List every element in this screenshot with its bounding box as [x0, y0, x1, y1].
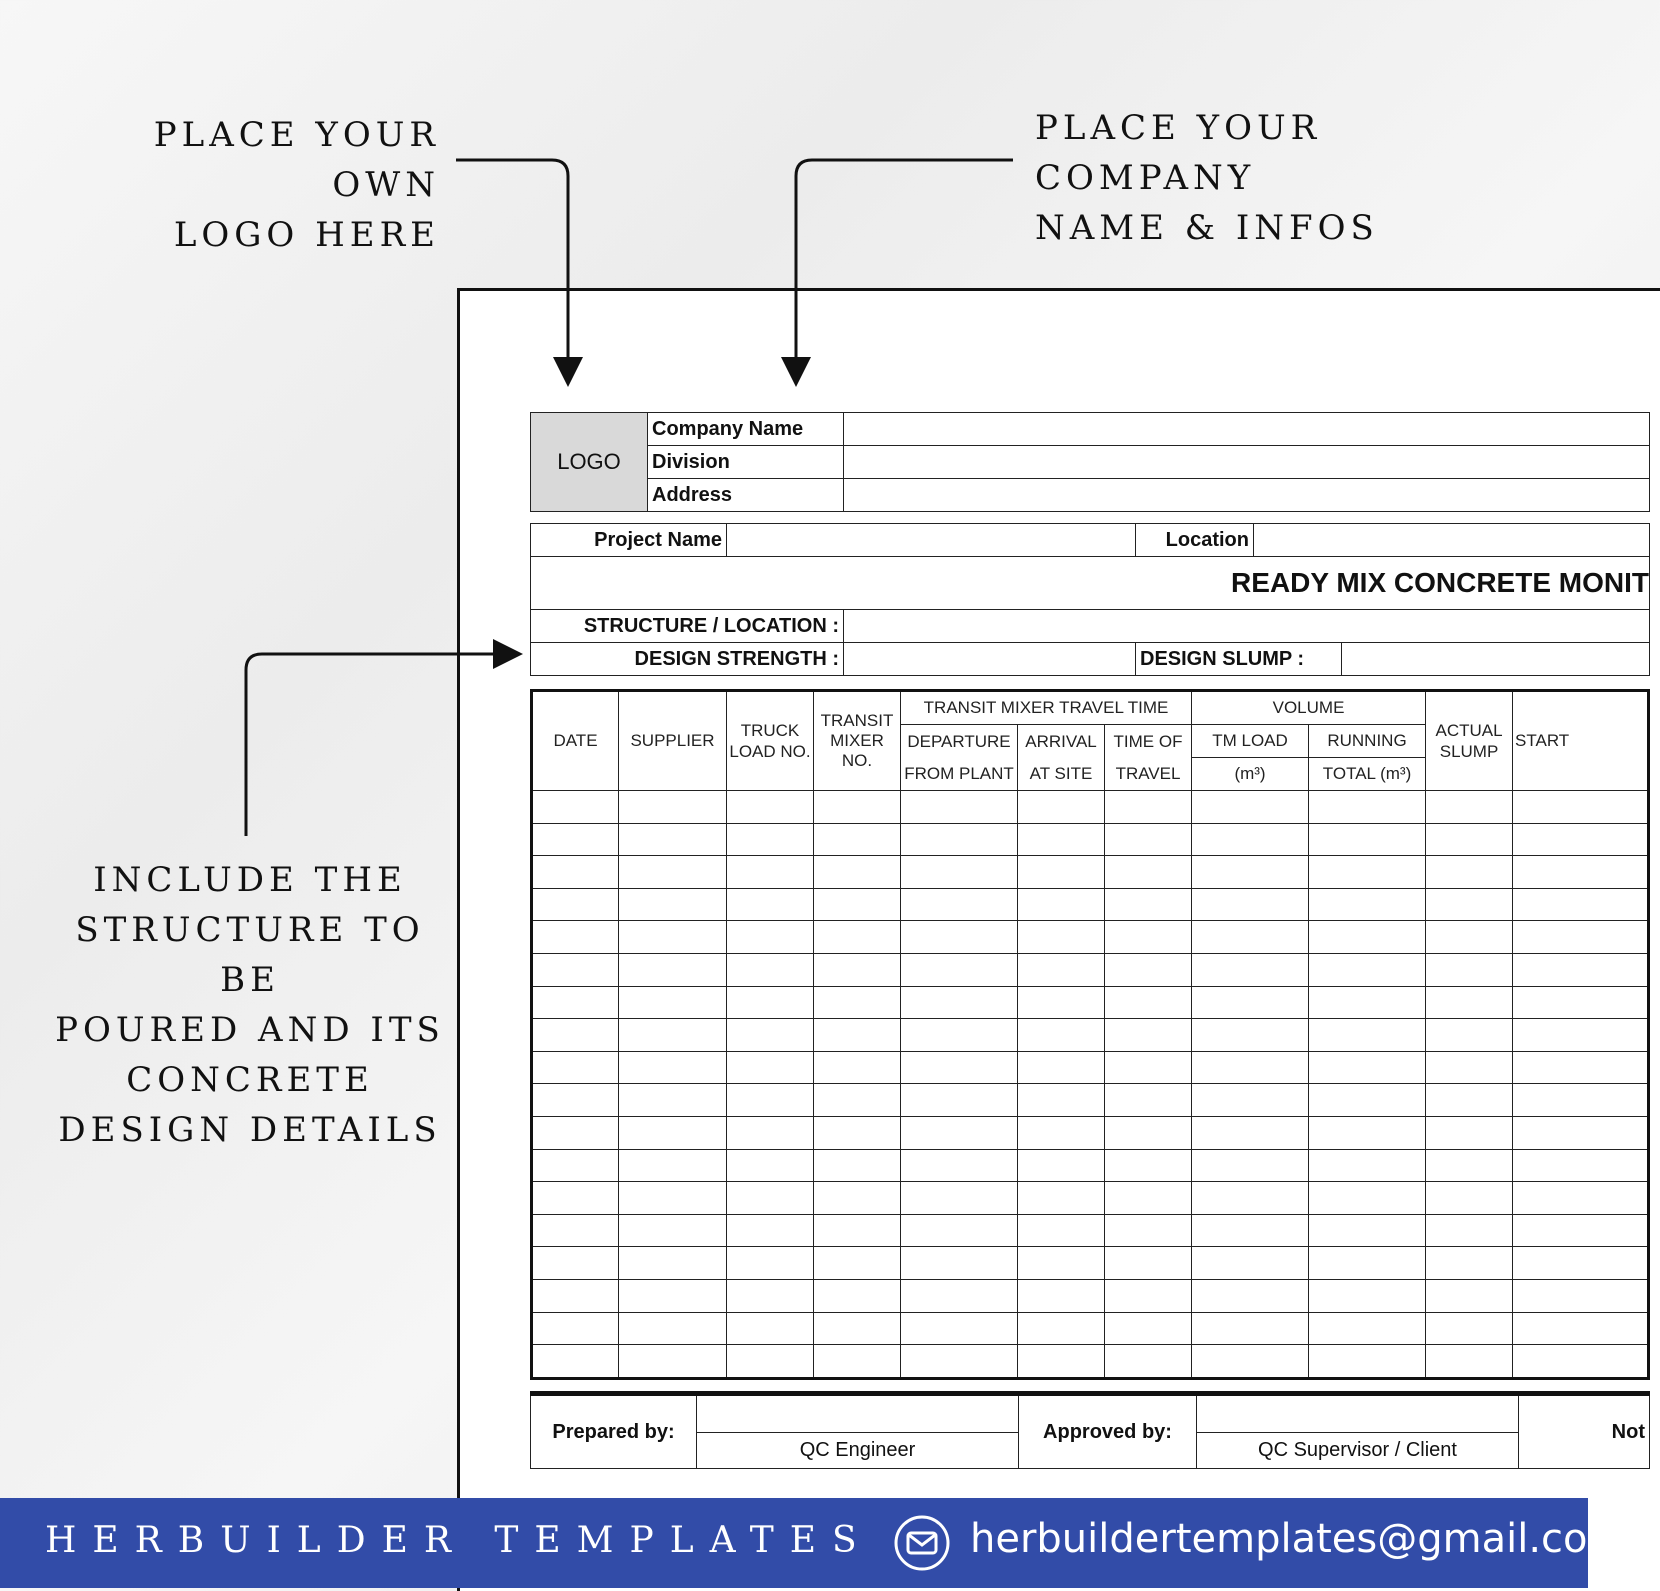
- col-supplier: SUPPLIER: [619, 691, 727, 791]
- col-departure: DEPARTURE FROM PLANT: [901, 725, 1018, 791]
- col-time-of-travel: TIME OF TRAVEL: [1105, 725, 1192, 791]
- form-title: READY MIX CONCRETE MONIT: [531, 557, 1650, 610]
- approved-by-label: Approved by:: [1019, 1394, 1197, 1469]
- callout-company-text: PLACE YOUR COMPANY NAME & INFOS: [1035, 108, 1379, 248]
- arrow-to-company: [796, 160, 1013, 372]
- col-tm-load-unit: (m³): [1192, 758, 1309, 791]
- callout-structure-text: INCLUDE THE STRUCTURE TO BE POURED AND ITS CONCRETE DESIGN DETAILS: [55, 860, 445, 1150]
- qc-supervisor-title: QC Supervisor / Client: [1197, 1432, 1519, 1468]
- col-start: START: [1513, 691, 1649, 791]
- project-name-label: Project Name: [531, 524, 727, 557]
- col-date: DATE: [532, 691, 619, 791]
- col-group-volume: VOLUME: [1192, 691, 1426, 725]
- design-strength-label: DESIGN STRENGTH :: [531, 643, 844, 676]
- division-label: Division: [648, 446, 844, 479]
- qc-engineer-title: QC Engineer: [697, 1432, 1019, 1468]
- col-group-travel-time: TRANSIT MIXER TRAVEL TIME: [901, 691, 1192, 725]
- col-transit-mixer: TRANSIT MIXER NO.: [814, 691, 901, 791]
- prepared-by-label: Prepared by:: [531, 1394, 697, 1469]
- design-slump-label: DESIGN SLUMP :: [1136, 643, 1342, 676]
- logo-placeholder: LOGO: [531, 413, 648, 512]
- arrow-to-logo: [456, 160, 568, 372]
- arrow-to-structure: [246, 654, 508, 836]
- contact-email[interactable]: herbuildertemplates@gmail.com: [970, 1516, 1627, 1562]
- brand-name: HERBUILDER TEMPLATES: [45, 1520, 873, 1561]
- address-label: Address: [648, 479, 844, 512]
- company-name-label: Company Name: [648, 413, 844, 446]
- mail-icon: [893, 1514, 951, 1572]
- structure-location-label: STRUCTURE / LOCATION :: [531, 610, 844, 643]
- col-arrival: ARRIVAL AT SITE: [1018, 725, 1105, 791]
- col-actual-slump: ACTUAL SLUMP: [1426, 691, 1513, 791]
- col-running-unit: TOTAL (m³): [1309, 758, 1426, 791]
- col-tm-load: TM LOAD: [1192, 725, 1309, 758]
- footer-banner: [0, 1498, 1627, 1588]
- col-running: RUNNING: [1309, 725, 1426, 758]
- location-label: Location: [1136, 524, 1254, 557]
- noted-by-label: Not: [1519, 1394, 1650, 1469]
- callout-logo-text: PLACE YOUR OWN LOGO HERE: [153, 115, 440, 255]
- col-truck-load: TRUCK LOAD NO.: [727, 691, 814, 791]
